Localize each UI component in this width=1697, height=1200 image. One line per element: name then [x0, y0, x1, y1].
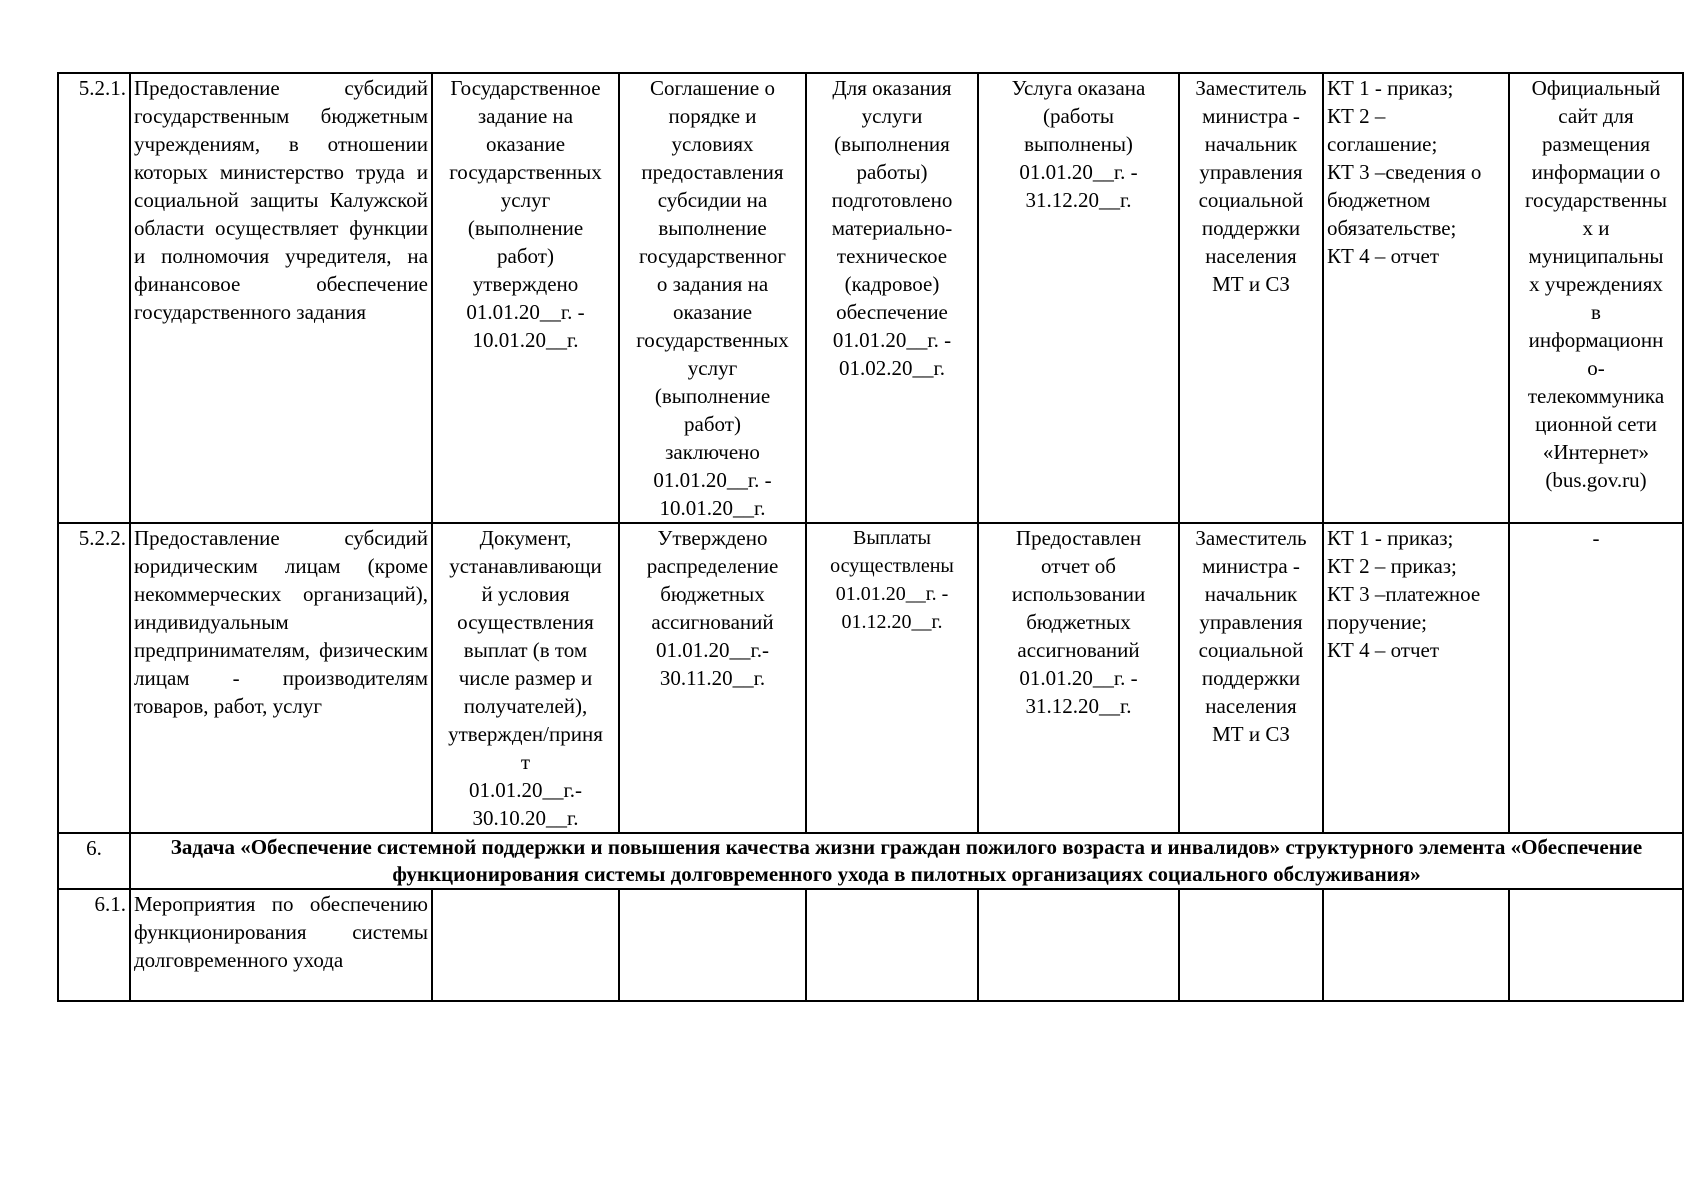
- control-point-1: Документ, устанавливающи й условия осуществления выплат (в том числе размер и получателей), утвержден/приня т 01.01.20__г.- 30.10.20__г.: [432, 523, 619, 833]
- empty-cell: [1509, 889, 1683, 1001]
- row-number: 6.1.: [58, 889, 130, 1001]
- empty-cell: [432, 889, 619, 1001]
- row-number: 5.2.2.: [58, 523, 130, 833]
- confirming-documents: КТ 1 - приказ; КТ 2 – приказ; КТ 3 –платежное поручение; КТ 4 – отчет: [1323, 523, 1509, 833]
- control-point-3: Выплаты осуществлены 01.01.20__г. - 01.12.20__г.: [806, 523, 978, 833]
- confirming-documents: КТ 1 - приказ; КТ 2 – соглашение; КТ 3 –сведения о бюджетном обязательстве; КТ 4 – отчет: [1323, 73, 1509, 523]
- event-description: Мероприятия по обеспечению функционирования системы долговременного ухода: [130, 889, 432, 1001]
- empty-cell: [978, 889, 1179, 1001]
- control-point-1: Государственное задание на оказание государственных услуг (выполнение работ) утверждено 01.01.20__г. - 10.01.20__г.: [432, 73, 619, 523]
- row-number: 6.: [58, 833, 130, 889]
- control-point-2: Утверждено распределение бюджетных ассигнований 01.01.20__г.- 30.11.20__г.: [619, 523, 806, 833]
- task-row-6: [58, 833, 1683, 889]
- control-point-3: Для оказания услуги (выполнения работы) подготовлено материально- техническое (кадровое) обеспечение 01.01.20__г. - 01.02.20__г.: [806, 73, 978, 523]
- control-point-2: Соглашение о порядке и условиях предоставления субсидии на выполнение государственног о задания на оказание государственных услуг (выполнение работ) заключено 01.01.20__г. - 10.01.20__г.: [619, 73, 806, 523]
- table-row-5-2-1: [58, 73, 1683, 523]
- responsible-person: Заместитель министра - начальник управления социальной поддержки населения МТ и СЗ: [1179, 73, 1323, 523]
- empty-cell: [1179, 889, 1323, 1001]
- task-title: Задача «Обеспечение системной поддержки и повышения качества жизни граждан пожилого возраста и инвалидов» структурного элемента «Обеспечение функционирования системы долговременного ухода в пилотных организациях социального обслуживания»: [130, 833, 1683, 889]
- empty-cell: [619, 889, 806, 1001]
- table-row-5-2-2: [58, 523, 1683, 833]
- plan-table: [57, 72, 1684, 1002]
- responsible-person: Заместитель министра - начальник управления социальной поддержки населения МТ и СЗ: [1179, 523, 1323, 833]
- empty-cell: [1323, 889, 1509, 1001]
- row-number: 5.2.1.: [58, 73, 130, 523]
- table-row-6-1: [58, 889, 1683, 1001]
- event-description: Предоставление субсидий государственным бюджетным учреждениям, в отношении которых министерство труда и социальной защиты Калужской области осуществляет функции и полномочия учредителя, на финансовое обеспечение государственного задания: [130, 73, 432, 523]
- control-point-4: Предоставлен отчет об использовании бюджетных ассигнований 01.01.20__г. - 31.12.20__г.: [978, 523, 1179, 833]
- control-point-4: Услуга оказана (работы выполнены) 01.01.20__г. - 31.12.20__г.: [978, 73, 1179, 523]
- information-system: -: [1509, 523, 1683, 833]
- information-system: Официальный сайт для размещения информации о государственны х и муниципальны х учреждениях в информационн о- телекоммуника ционной сети «Интернет» (bus.gov.ru): [1509, 73, 1683, 523]
- empty-cell: [806, 889, 978, 1001]
- event-description: Предоставление субсидий юридическим лицам (кроме некоммерческих организаций), индивидуальным предпринимателям, физическим лицам - производителям товаров, работ, услуг: [130, 523, 432, 833]
